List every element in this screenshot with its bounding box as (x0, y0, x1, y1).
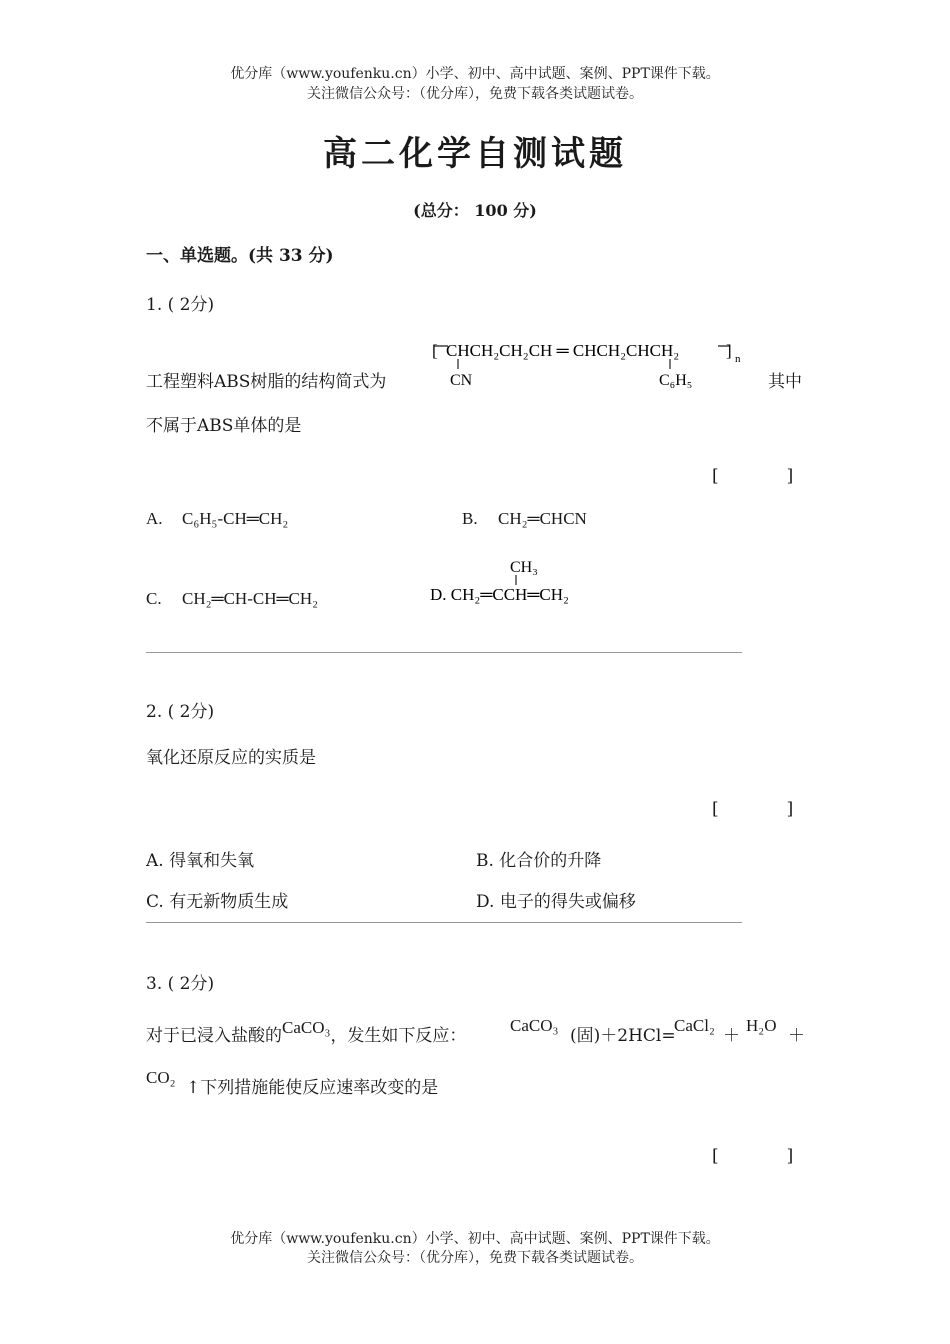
section-heading: 一、单选题。(共 33 分) (146, 246, 334, 266)
q3-co2: CO₂ (146, 1068, 176, 1087)
total-score: (总分： 100 分) (413, 201, 537, 220)
q3-caco3-b: CaCO₃ (510, 1016, 559, 1035)
q3-caco3: CaCO₃ (282, 1018, 331, 1037)
footer-line-1: 优分库（www.youfenku.cn）小学、初中、高中试题、案例、PPT课件下载。 (230, 1231, 720, 1247)
q2-option-d[interactable]: D. 电子的得失或偏移 (476, 892, 636, 912)
q3-stem (146, 1018, 467, 1048)
q3-plus-2: ＋ (788, 1026, 805, 1046)
q1-abs-structure (430, 334, 750, 394)
q2-answer-bracket[interactable]: [ ] (712, 799, 794, 819)
q3-stem-part2: ，发生如下反应： (330, 1026, 467, 1046)
q1-option-a[interactable]: C₆H₅-CH═CH₂ (182, 509, 289, 528)
formula-n: n (735, 353, 741, 365)
q3-cacl2: CaCl₂ (674, 1016, 715, 1035)
q1-option-c-label: C. (146, 589, 162, 608)
q1-option-b-label: B. (462, 509, 478, 528)
q2-option-a[interactable]: A. 得氧和失氧 (146, 851, 255, 871)
bracket-left: [ (432, 341, 438, 360)
bracket-right: ] (726, 341, 732, 360)
formula-cn: CN (450, 372, 473, 389)
q3-answer-bracket[interactable]: [ ] (712, 1146, 794, 1166)
page-title: 高二化学自测试题 (323, 134, 627, 174)
q1-option-d[interactable] (428, 552, 628, 608)
q1-answer-bracket[interactable]: [ ] (712, 466, 794, 486)
header-line-2: 关注微信公众号：（优分库），免费下载各类试题试卷。 (307, 86, 643, 102)
q2-number: 2. ( 2分) (146, 702, 215, 722)
option-d-ch3: CH₃ (510, 559, 538, 576)
q1-stem-b: 其中 (768, 372, 802, 392)
q3-plus-1: ＋ (723, 1026, 740, 1046)
q1-option-c[interactable]: CH₂═CH-CH═CH₂ (182, 589, 319, 608)
q2-option-c[interactable]: C. 有无新物质生成 (146, 892, 289, 912)
footer-line-2: 关注微信公众号：（优分库），免费下载各类试题试卷。 (307, 1250, 643, 1266)
divider-2 (146, 922, 742, 923)
q1-option-a-label: A. (146, 509, 163, 528)
q3-stem-part4: ↑下列措施能使反应速率改变的是 (186, 1078, 439, 1098)
q1-stem-c: 不属于ABS单体的是 (146, 416, 302, 436)
q2-stem: 氧化还原反应的实质是 (146, 748, 316, 768)
q3-stem-part1: 对于已浸入盐酸的 (146, 1026, 282, 1046)
formula-c6h5: C₆H₅ (659, 372, 693, 389)
q2-option-b[interactable]: B. 化合价的升降 (476, 851, 602, 871)
q1-number: 1. ( 2分) (146, 295, 215, 315)
q3-h2o: H₂O (746, 1016, 777, 1035)
q3-stem-part3: (固)＋2HCl= (570, 1026, 676, 1046)
formula-main: CHCH₂CH₂CH ═ CHCH₂CHCH₂ (446, 341, 680, 360)
divider-1 (146, 652, 742, 653)
header-line-1: 优分库（www.youfenku.cn）小学、初中、高中试题、案例、PPT课件下载。 (230, 66, 720, 82)
q1-option-b[interactable]: CH₂═CHCN (498, 509, 587, 528)
option-d-formula: D. CH₂═CCH═CH₂ (430, 585, 569, 604)
q1-stem-a: 工程塑料ABS树脂的结构简式为 (146, 372, 387, 392)
q3-number: 3. ( 2分) (146, 974, 215, 994)
